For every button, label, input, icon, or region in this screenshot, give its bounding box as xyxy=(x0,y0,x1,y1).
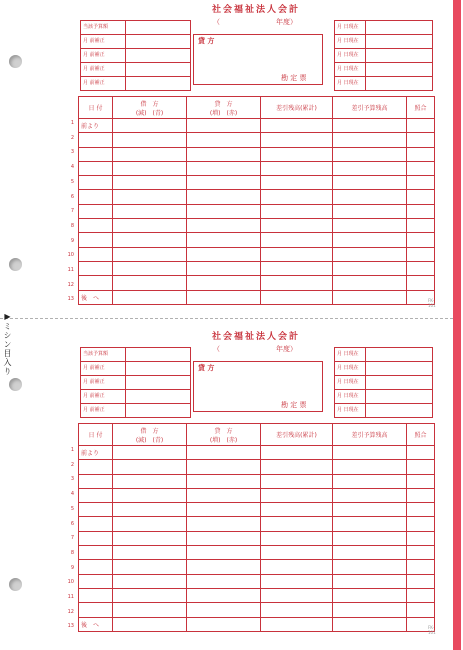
binder-hole xyxy=(9,55,22,68)
perforation-line xyxy=(0,318,453,319)
date-cell[interactable] xyxy=(79,261,113,275)
table-row xyxy=(79,588,435,602)
budget-revision-table xyxy=(80,20,191,91)
date-cell[interactable] xyxy=(79,503,113,517)
table-row xyxy=(79,460,435,474)
amount-cell[interactable] xyxy=(261,204,333,218)
amount-cell[interactable] xyxy=(333,517,407,531)
amount-cell[interactable] xyxy=(261,261,333,275)
amount-cell[interactable] xyxy=(187,517,261,531)
budget-label: 月 前補正 xyxy=(81,376,126,390)
amount-cell[interactable] xyxy=(407,119,435,133)
date-cell[interactable] xyxy=(79,574,113,588)
amount-cell[interactable] xyxy=(407,276,435,290)
table-row xyxy=(79,560,435,574)
amount-cell[interactable] xyxy=(407,603,435,617)
budget-amount-cell[interactable] xyxy=(126,77,191,91)
table-row xyxy=(79,190,435,204)
amount-cell[interactable] xyxy=(113,276,187,290)
amount-cell[interactable] xyxy=(261,574,333,588)
amount-cell[interactable] xyxy=(261,488,333,502)
amount-cell[interactable] xyxy=(333,133,407,147)
nendo-label: 年度） xyxy=(276,18,297,26)
header-date: 日 付 xyxy=(79,97,113,119)
header-balance: 差引残高(累計) xyxy=(261,97,333,119)
date-cell[interactable] xyxy=(79,219,113,233)
date-value-cell[interactable] xyxy=(366,404,433,418)
amount-cell[interactable] xyxy=(333,460,407,474)
amount-cell[interactable] xyxy=(113,488,187,502)
amount-cell[interactable] xyxy=(261,531,333,545)
amount-cell[interactable] xyxy=(261,190,333,204)
amount-cell[interactable] xyxy=(333,204,407,218)
budget-amount-cell[interactable] xyxy=(126,404,191,418)
date-label: 月 日現在 xyxy=(335,21,366,35)
amount-cell[interactable] xyxy=(187,190,261,204)
row-number: 10 xyxy=(67,579,74,586)
amount-cell[interactable] xyxy=(333,119,407,133)
amount-cell[interactable] xyxy=(261,546,333,560)
table-row xyxy=(79,219,435,233)
date-status-table xyxy=(334,20,433,91)
amount-cell[interactable] xyxy=(113,190,187,204)
amount-cell[interactable] xyxy=(187,474,261,488)
amount-cell[interactable] xyxy=(261,503,333,517)
amount-cell[interactable] xyxy=(261,219,333,233)
table-row xyxy=(79,276,435,290)
amount-cell[interactable] xyxy=(261,603,333,617)
ledger-form-1 xyxy=(67,2,436,308)
amount-cell[interactable] xyxy=(261,290,333,304)
amount-cell[interactable] xyxy=(407,176,435,190)
table-row xyxy=(79,290,435,304)
ledger-form-2 xyxy=(67,329,436,635)
budget-amount-cell[interactable] xyxy=(126,35,191,49)
date-cell[interactable] xyxy=(79,290,113,304)
date-label: 月 日現在 xyxy=(335,404,366,418)
amount-cell[interactable] xyxy=(261,233,333,247)
row-number: 3 xyxy=(70,476,74,483)
amount-cell[interactable] xyxy=(113,290,187,304)
amount-cell[interactable] xyxy=(407,133,435,147)
date-cell[interactable] xyxy=(79,247,113,261)
amount-cell[interactable] xyxy=(333,546,407,560)
amount-cell[interactable] xyxy=(333,560,407,574)
date-cell[interactable] xyxy=(79,161,113,175)
amount-cell[interactable] xyxy=(113,517,187,531)
amount-cell[interactable] xyxy=(113,531,187,545)
amount-cell[interactable] xyxy=(333,219,407,233)
date-cell[interactable] xyxy=(79,603,113,617)
amount-cell[interactable] xyxy=(333,176,407,190)
amount-cell[interactable] xyxy=(333,531,407,545)
amount-cell[interactable] xyxy=(261,617,333,631)
amount-cell[interactable] xyxy=(113,546,187,560)
date-status-table xyxy=(334,347,433,418)
budget-revision-table xyxy=(80,347,191,418)
header-budget-balance: 差引予算残高 xyxy=(333,97,407,119)
date-cell[interactable] xyxy=(79,488,113,502)
amount-cell[interactable] xyxy=(333,190,407,204)
amount-cell[interactable] xyxy=(261,119,333,133)
header-debit: 借 方 (減) (青) xyxy=(113,424,187,446)
binder-hole xyxy=(9,258,22,271)
table-row xyxy=(79,474,435,488)
table-row xyxy=(79,133,435,147)
row-number: 9 xyxy=(70,564,74,571)
date-cell[interactable] xyxy=(79,474,113,488)
budget-label: 月 前補正 xyxy=(81,35,126,49)
table-row xyxy=(79,617,435,631)
row-number: 4 xyxy=(70,164,74,171)
date-value-cell[interactable] xyxy=(366,348,433,362)
amount-cell[interactable] xyxy=(113,176,187,190)
row-number: 1 xyxy=(70,447,74,453)
amount-cell[interactable] xyxy=(113,147,187,161)
binder-hole xyxy=(9,378,22,391)
amount-cell[interactable] xyxy=(333,603,407,617)
date-cell[interactable] xyxy=(79,517,113,531)
amount-cell[interactable] xyxy=(407,574,435,588)
amount-cell[interactable] xyxy=(113,503,187,517)
budget-label: 月 前補正 xyxy=(81,404,126,418)
row-number: 9 xyxy=(70,237,74,244)
budget-label: 月 前補正 xyxy=(81,77,126,91)
amount-cell[interactable] xyxy=(187,233,261,247)
perforation-label: ▶ミシン目入り xyxy=(3,312,12,376)
amount-cell[interactable] xyxy=(113,161,187,175)
header-credit: 貸 方 (増) (赤) xyxy=(187,424,261,446)
form-code: FK-101 xyxy=(428,298,436,308)
ledger-table xyxy=(78,96,435,305)
binder-hole xyxy=(9,578,22,591)
amount-cell[interactable] xyxy=(333,474,407,488)
date-cell[interactable] xyxy=(79,531,113,545)
amount-cell[interactable] xyxy=(187,603,261,617)
date-cell[interactable] xyxy=(79,133,113,147)
amount-cell[interactable] xyxy=(407,219,435,233)
budget-label: 当該予算額 xyxy=(81,348,126,362)
amount-cell[interactable] xyxy=(333,261,407,275)
amount-cell[interactable] xyxy=(333,503,407,517)
amount-cell[interactable] xyxy=(187,133,261,147)
date-cell[interactable] xyxy=(79,119,113,133)
table-row xyxy=(79,204,435,218)
table-row xyxy=(79,261,435,275)
budget-label: 月 前補正 xyxy=(81,390,126,404)
amount-cell[interactable] xyxy=(187,219,261,233)
amount-cell[interactable] xyxy=(407,161,435,175)
table-row xyxy=(79,446,435,460)
amount-cell[interactable] xyxy=(407,460,435,474)
amount-cell[interactable] xyxy=(333,588,407,602)
amount-cell[interactable] xyxy=(187,290,261,304)
date-cell[interactable] xyxy=(79,560,113,574)
amount-cell[interactable] xyxy=(407,147,435,161)
amount-cell[interactable] xyxy=(113,261,187,275)
row-number: 6 xyxy=(70,520,74,527)
amount-cell[interactable] xyxy=(407,517,435,531)
table-row xyxy=(79,119,435,133)
budget-amount-cell[interactable] xyxy=(126,49,191,63)
header-check: 照合 xyxy=(407,424,435,446)
row-number: 10 xyxy=(67,252,74,259)
row-number: 11 xyxy=(67,594,74,600)
header-balance: 差引残高(累計) xyxy=(261,424,333,446)
amount-cell[interactable] xyxy=(261,517,333,531)
amount-cell[interactable] xyxy=(187,261,261,275)
date-value-cell[interactable] xyxy=(366,77,433,91)
row-number: 7 xyxy=(70,535,74,542)
row-number: 12 xyxy=(67,281,74,288)
amount-cell[interactable] xyxy=(187,588,261,602)
row-number: 7 xyxy=(70,208,74,215)
amount-cell[interactable] xyxy=(333,574,407,588)
budget-amount-cell[interactable] xyxy=(126,348,191,362)
amount-cell[interactable] xyxy=(261,474,333,488)
table-row xyxy=(79,147,435,161)
amount-cell[interactable] xyxy=(113,617,187,631)
row-number: 13 xyxy=(67,296,74,303)
nendo-paren: （ xyxy=(213,345,220,353)
date-value-cell[interactable] xyxy=(366,49,433,63)
ledger-table xyxy=(78,423,435,632)
amount-cell[interactable] xyxy=(113,446,187,460)
amount-cell[interactable] xyxy=(113,219,187,233)
amount-cell[interactable] xyxy=(333,617,407,631)
amount-cell[interactable] xyxy=(113,574,187,588)
form-title: 社会福祉法人会計 xyxy=(211,5,300,15)
row-number: 6 xyxy=(70,193,74,200)
table-row xyxy=(79,603,435,617)
form-code: FK-101 xyxy=(428,625,436,635)
amount-cell[interactable] xyxy=(407,588,435,602)
amount-cell[interactable] xyxy=(187,204,261,218)
amount-cell[interactable] xyxy=(113,560,187,574)
amount-cell[interactable] xyxy=(187,488,261,502)
amount-cell[interactable] xyxy=(407,446,435,460)
amount-cell[interactable] xyxy=(113,603,187,617)
kanjo-label: 勘 定 票 xyxy=(281,401,307,409)
budget-amount-cell[interactable] xyxy=(126,63,191,77)
amount-cell[interactable] xyxy=(113,588,187,602)
amount-cell[interactable] xyxy=(261,247,333,261)
amount-cell[interactable] xyxy=(407,474,435,488)
date-cell[interactable] xyxy=(79,546,113,560)
row-number: 5 xyxy=(70,505,74,512)
header-check: 照合 xyxy=(407,97,435,119)
amount-cell[interactable] xyxy=(187,161,261,175)
date-cell[interactable] xyxy=(79,446,113,460)
nendo-paren: （ xyxy=(213,18,220,26)
amount-cell[interactable] xyxy=(407,204,435,218)
amount-cell[interactable] xyxy=(187,560,261,574)
first-row-label: 前より xyxy=(81,123,100,131)
row-number: 12 xyxy=(67,608,74,615)
amount-cell[interactable] xyxy=(187,147,261,161)
row-number: 2 xyxy=(70,134,74,141)
amount-cell[interactable] xyxy=(407,247,435,261)
amount-cell[interactable] xyxy=(113,204,187,218)
amount-cell[interactable] xyxy=(333,247,407,261)
amount-cell[interactable] xyxy=(187,617,261,631)
date-label: 月 日現在 xyxy=(335,49,366,63)
date-label: 月 日現在 xyxy=(335,63,366,77)
date-value-cell[interactable] xyxy=(366,390,433,404)
date-label: 月 日現在 xyxy=(335,390,366,404)
amount-cell[interactable] xyxy=(407,560,435,574)
table-row xyxy=(79,161,435,175)
amount-cell[interactable] xyxy=(187,531,261,545)
date-cell[interactable] xyxy=(79,233,113,247)
amount-cell[interactable] xyxy=(187,546,261,560)
date-cell[interactable] xyxy=(79,588,113,602)
budget-amount-cell[interactable] xyxy=(126,21,191,35)
amount-cell[interactable] xyxy=(187,574,261,588)
red-edge-strip xyxy=(453,0,461,650)
date-value-cell[interactable] xyxy=(366,376,433,390)
amount-cell[interactable] xyxy=(407,190,435,204)
kari-label: 貸 方 xyxy=(198,37,215,45)
table-row xyxy=(79,233,435,247)
row-number: 1 xyxy=(70,120,74,126)
date-label: 月 日現在 xyxy=(335,376,366,390)
date-cell[interactable] xyxy=(79,276,113,290)
kanjo-label: 勘 定 票 xyxy=(281,74,307,82)
budget-label: 月 前補正 xyxy=(81,362,126,376)
nendo-label: 年度） xyxy=(276,345,297,353)
amount-cell[interactable] xyxy=(333,276,407,290)
amount-cell[interactable] xyxy=(187,176,261,190)
amount-cell[interactable] xyxy=(333,147,407,161)
row-number: 8 xyxy=(70,222,74,229)
budget-label: 月 前補正 xyxy=(81,63,126,77)
amount-cell[interactable] xyxy=(407,531,435,545)
amount-cell[interactable] xyxy=(113,460,187,474)
date-cell[interactable] xyxy=(79,460,113,474)
header-budget-balance: 差引予算残高 xyxy=(333,424,407,446)
date-cell[interactable] xyxy=(79,617,113,631)
budget-label: 当該予算額 xyxy=(81,21,126,35)
table-row xyxy=(79,488,435,502)
row-number: 4 xyxy=(70,491,74,498)
table-row xyxy=(79,247,435,261)
row-number: 5 xyxy=(70,178,74,185)
amount-cell[interactable] xyxy=(407,546,435,560)
amount-cell[interactable] xyxy=(113,474,187,488)
amount-cell[interactable] xyxy=(261,161,333,175)
kari-label: 貸 方 xyxy=(198,364,215,372)
amount-cell[interactable] xyxy=(333,446,407,460)
amount-cell[interactable] xyxy=(333,233,407,247)
header-date: 日 付 xyxy=(79,424,113,446)
amount-cell[interactable] xyxy=(187,460,261,474)
row-number: 2 xyxy=(70,461,74,468)
date-cell[interactable] xyxy=(79,147,113,161)
amount-cell[interactable] xyxy=(261,588,333,602)
date-cell[interactable] xyxy=(79,204,113,218)
amount-cell[interactable] xyxy=(333,488,407,502)
amount-cell[interactable] xyxy=(407,233,435,247)
date-label: 月 日現在 xyxy=(335,348,366,362)
row-number: 3 xyxy=(70,149,74,156)
form-title: 社会福祉法人会計 xyxy=(211,332,300,342)
amount-cell[interactable] xyxy=(113,133,187,147)
amount-cell[interactable] xyxy=(333,290,407,304)
table-row xyxy=(79,546,435,560)
table-row xyxy=(79,176,435,190)
amount-cell[interactable] xyxy=(113,119,187,133)
amount-cell[interactable] xyxy=(261,460,333,474)
date-cell[interactable] xyxy=(79,190,113,204)
amount-cell[interactable] xyxy=(261,147,333,161)
date-value-cell[interactable] xyxy=(366,21,433,35)
row-number: 11 xyxy=(67,267,74,273)
last-row-label: 後 へ xyxy=(81,294,100,302)
first-row-label: 前より xyxy=(81,450,100,458)
header-debit: 借 方 (減) (青) xyxy=(113,97,187,119)
amount-cell[interactable] xyxy=(261,446,333,460)
table-row xyxy=(79,531,435,545)
date-label: 月 日現在 xyxy=(335,35,366,49)
budget-label: 月 前補正 xyxy=(81,49,126,63)
amount-cell[interactable] xyxy=(261,276,333,290)
date-value-cell[interactable] xyxy=(366,63,433,77)
last-row-label: 後 へ xyxy=(81,621,100,629)
table-row xyxy=(79,503,435,517)
amount-cell[interactable] xyxy=(407,503,435,517)
date-label: 月 日現在 xyxy=(335,77,366,91)
budget-amount-cell[interactable] xyxy=(126,376,191,390)
amount-cell[interactable] xyxy=(113,233,187,247)
table-row xyxy=(79,574,435,588)
row-number: 13 xyxy=(67,623,74,630)
amount-cell[interactable] xyxy=(261,133,333,147)
amount-cell[interactable] xyxy=(187,503,261,517)
budget-amount-cell[interactable] xyxy=(126,362,191,376)
amount-cell[interactable] xyxy=(187,247,261,261)
amount-cell[interactable] xyxy=(187,119,261,133)
date-cell[interactable] xyxy=(79,176,113,190)
amount-cell[interactable] xyxy=(333,161,407,175)
date-value-cell[interactable] xyxy=(366,35,433,49)
header-credit: 貸 方 (増) (赤) xyxy=(187,97,261,119)
amount-cell[interactable] xyxy=(261,176,333,190)
amount-cell[interactable] xyxy=(187,446,261,460)
budget-amount-cell[interactable] xyxy=(126,390,191,404)
amount-cell[interactable] xyxy=(407,261,435,275)
amount-cell[interactable] xyxy=(261,560,333,574)
table-row xyxy=(79,517,435,531)
date-value-cell[interactable] xyxy=(366,362,433,376)
date-label: 月 日現在 xyxy=(335,362,366,376)
amount-cell[interactable] xyxy=(113,247,187,261)
amount-cell[interactable] xyxy=(187,276,261,290)
amount-cell[interactable] xyxy=(407,488,435,502)
row-number: 8 xyxy=(70,549,74,556)
